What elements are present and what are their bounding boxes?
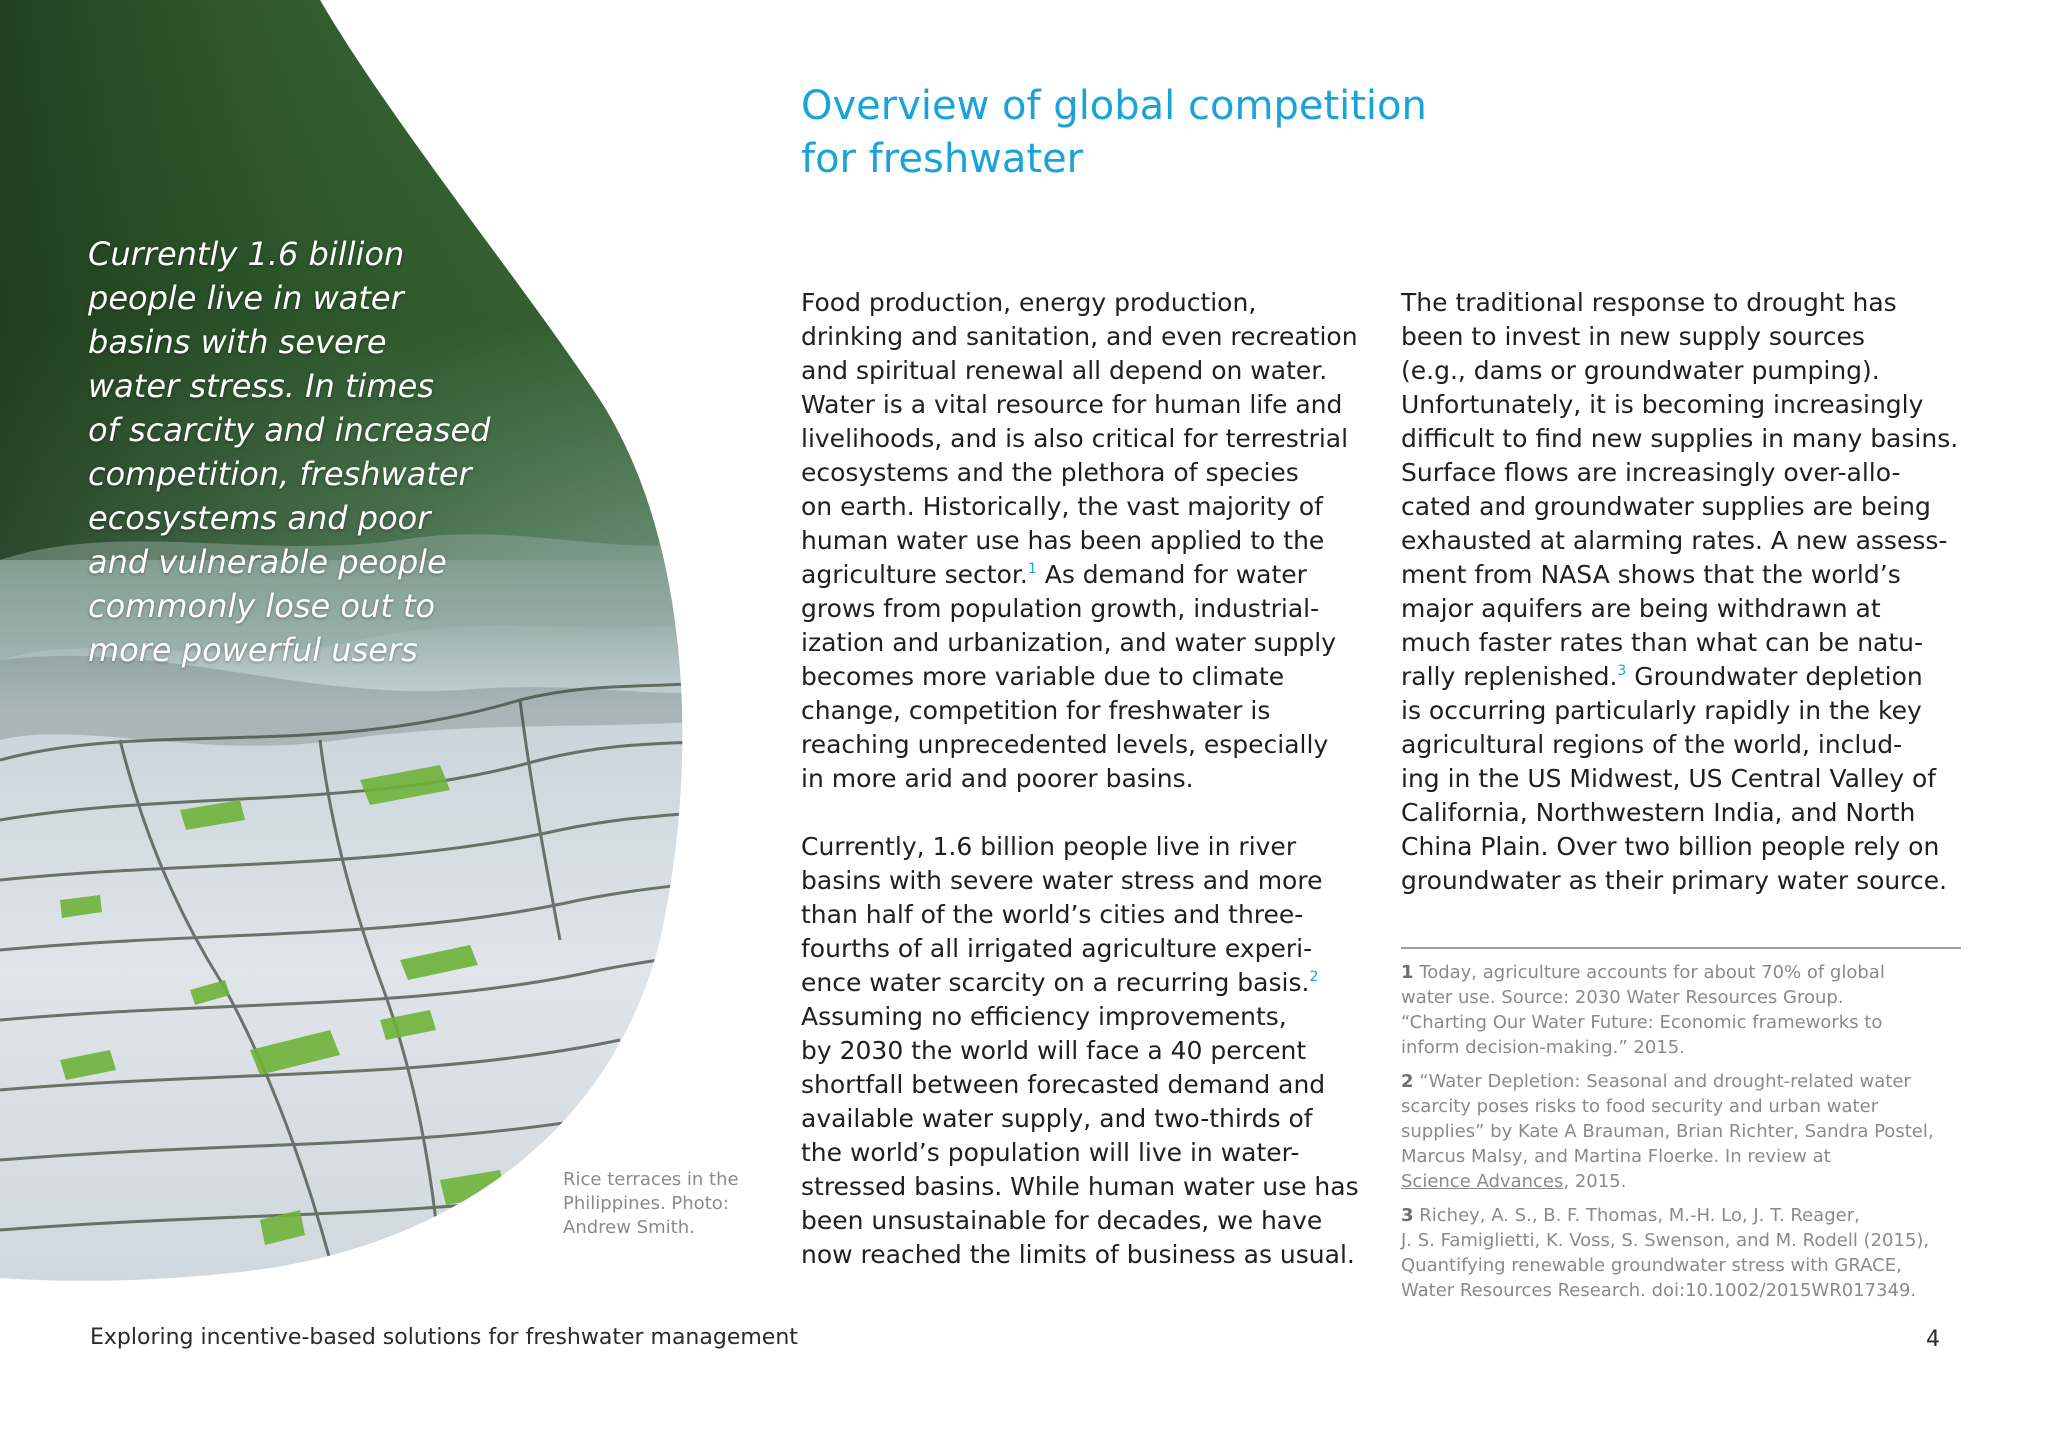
pull-quote-line: competition, freshwater: [88, 455, 472, 493]
body-text: agriculture sector.: [801, 560, 1028, 589]
body-line: agricultural regions of the world, includ-: [1401, 730, 1903, 759]
pull-quote-line: people live in water: [88, 279, 404, 317]
body-line: cated and groundwater supplies are being: [1401, 492, 1931, 521]
footnote-text: “Water Depletion: Seasonal and drought-related water: [1413, 1071, 1911, 1092]
body-line: Currently, 1.6 billion people live in river: [801, 832, 1297, 861]
body-line: Surface flows are increasingly over-allo-: [1401, 458, 1901, 487]
body-column-right: [1401, 286, 1958, 898]
body-line: now reached the limits of business as usual.: [801, 1240, 1355, 1269]
footnote-line: [1401, 1203, 1961, 1228]
body-line: ecosystems and the plethora of species: [801, 458, 1299, 487]
body-line: California, Northwestern India, and North: [1401, 798, 1916, 827]
page-title: [801, 80, 1427, 186]
body-line: basins with severe water stress and more: [801, 866, 1323, 895]
pull-quote-line: more powerful users: [88, 631, 418, 669]
footnote-ref[interactable]: 1: [1027, 561, 1037, 577]
footnote-line: inform decision-making.” 2015.: [1401, 1037, 1685, 1058]
body-line: (e.g., dams or groundwater pumping).: [1401, 356, 1880, 385]
footnotes: [1401, 960, 1961, 1312]
body-line: Food production, energy production,: [801, 288, 1257, 317]
footnote-ref[interactable]: 2: [1309, 969, 1319, 985]
pull-quote-line: and vulnerable people: [88, 543, 447, 581]
body-line: and spiritual renewal all depend on water.: [801, 356, 1328, 385]
footnote-divider: [1401, 947, 1961, 949]
footer-document-title: Exploring incentive-based solutions for freshwater management: [90, 1325, 798, 1350]
body-line: reaching unprecedented levels, especially: [801, 730, 1329, 759]
footnote-text: , 2015.: [1563, 1171, 1627, 1192]
title-line: for freshwater: [801, 136, 1084, 182]
body-line: [801, 966, 1359, 1000]
body-text: As demand for water: [1036, 560, 1307, 589]
title-line: Overview of global competition: [801, 83, 1427, 129]
body-line: fourths of all irrigated agriculture experi-: [801, 934, 1313, 963]
body-line: ing in the US Midwest, US Central Valley of: [1401, 764, 1937, 793]
body-line: change, competition for freshwater is: [801, 696, 1271, 725]
footnote-2: [1401, 1069, 1961, 1194]
body-line: on earth. Historically, the vast majority of: [801, 492, 1323, 521]
body-text: Groundwater depletion: [1626, 662, 1923, 691]
footnote-number: 3: [1401, 1205, 1414, 1226]
caption-line: Philippines. Photo:: [563, 1193, 729, 1214]
pull-quote-line: basins with severe: [88, 323, 387, 361]
paragraph-gap: [801, 796, 1359, 830]
page-number: 4: [1926, 1327, 1940, 1352]
footnote-line: supplies” by Kate A Brauman, Brian Richter, Sandra Postel,: [1401, 1121, 1934, 1142]
pull-quote: [88, 232, 508, 672]
body-line: major aquifers are being withdrawn at: [1401, 594, 1881, 623]
caption-line: Rice terraces in the: [563, 1169, 739, 1190]
body-line: [801, 558, 1359, 592]
body-line: drinking and sanitation, and even recreation: [801, 322, 1358, 351]
pull-quote-line: ecosystems and poor: [88, 499, 431, 537]
body-line: in more arid and poorer basins.: [801, 764, 1194, 793]
pull-quote-line: Currently 1.6 billion: [88, 235, 405, 273]
footnote-text: Today, agriculture accounts for about 70% of global: [1413, 962, 1885, 983]
footnote-text: Richey, A. S., B. F. Thomas, M.-H. Lo, J. T. Reager,: [1413, 1205, 1860, 1226]
body-column-left: [801, 286, 1359, 1272]
body-line: been to invest in new supply sources: [1401, 322, 1865, 351]
footnote-ref[interactable]: 3: [1617, 663, 1627, 679]
pull-quote-line: water stress. In times: [88, 367, 434, 405]
body-text: rally replenished.: [1401, 662, 1618, 691]
footnote-line: water use. Source: 2030 Water Resources Group.: [1401, 987, 1844, 1008]
footnote-number: 1: [1401, 962, 1414, 983]
body-line: exhausted at alarming rates. A new assess-: [1401, 526, 1948, 555]
body-line: stressed basins. While human water use has: [801, 1172, 1359, 1201]
body-line: available water supply, and two-thirds of: [801, 1104, 1313, 1133]
body-line: difficult to find new supplies in many basins.: [1401, 424, 1959, 453]
body-line: much faster rates than what can be natu-: [1401, 628, 1924, 657]
body-line: groundwater as their primary water source.: [1401, 866, 1948, 895]
body-line: The traditional response to drought has: [1401, 288, 1897, 317]
body-line: human water use has been applied to the: [801, 526, 1325, 555]
body-line: shortfall between forecasted demand and: [801, 1070, 1326, 1099]
body-line: becomes more variable due to climate: [801, 662, 1285, 691]
footnote-line: [1401, 1069, 1961, 1094]
body-line: Unfortunately, it is becoming increasingly: [1401, 390, 1924, 419]
footnote-line: “Charting Our Water Future: Economic frameworks to: [1401, 1012, 1883, 1033]
footnote-line: J. S. Famiglietti, K. Voss, S. Swenson, and M. Rodell (2015),: [1401, 1230, 1930, 1251]
body-line: been unsustainable for decades, we have: [801, 1206, 1323, 1235]
body-line: than half of the world’s cities and three-: [801, 900, 1304, 929]
body-line: livelihoods, and is also critical for terrestrial: [801, 424, 1349, 453]
footnote-1: [1401, 960, 1961, 1060]
footnote-line: Marcus Malsy, and Martina Floerke. In review at: [1401, 1146, 1831, 1167]
footnote-line: scarcity poses risks to food security and urban water: [1401, 1096, 1879, 1117]
body-line: Water is a vital resource for human life and: [801, 390, 1343, 419]
body-line: grows from population growth, industrial-: [801, 594, 1320, 623]
photo-caption: [563, 1168, 763, 1240]
body-line: is occurring particularly rapidly in the key: [1401, 696, 1922, 725]
body-line: ization and urbanization, and water supply: [801, 628, 1337, 657]
body-line: the world’s population will live in water-: [801, 1138, 1300, 1167]
body-line: China Plain. Over two billion people rely on: [1401, 832, 1940, 861]
body-text: ence water scarcity on a recurring basis.: [801, 968, 1310, 997]
footnote-line: [1401, 1169, 1961, 1194]
footnote-line: Water Resources Research. doi:10.1002/2015WR017349.: [1401, 1280, 1917, 1301]
body-line: Assuming no efficiency improvements,: [801, 1002, 1287, 1031]
pull-quote-line: commonly lose out to: [88, 587, 436, 625]
footnote-3: [1401, 1203, 1961, 1303]
body-line: [1401, 660, 1958, 694]
body-line: by 2030 the world will face a 40 percent: [801, 1036, 1307, 1065]
body-line: ment from NASA shows that the world’s: [1401, 560, 1901, 589]
footnote-line: [1401, 960, 1961, 985]
caption-line: Andrew Smith.: [563, 1217, 695, 1238]
footnote-number: 2: [1401, 1071, 1414, 1092]
pull-quote-line: of scarcity and increased: [88, 411, 491, 449]
footnote-line: Quantifying renewable groundwater stress with GRACE,: [1401, 1255, 1902, 1276]
journal-link[interactable]: Science Advances: [1401, 1171, 1564, 1192]
